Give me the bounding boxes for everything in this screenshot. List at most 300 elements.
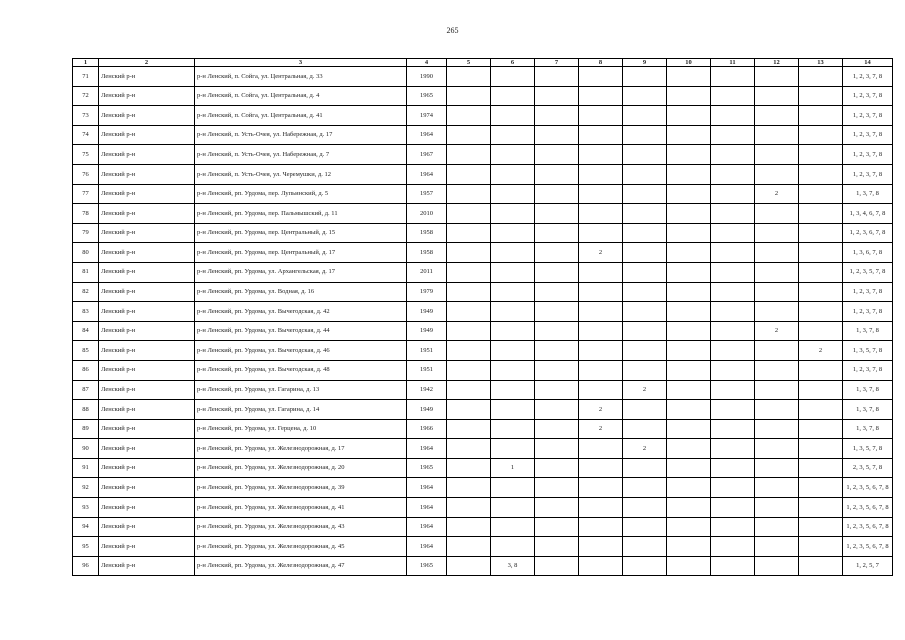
table-cell	[579, 164, 623, 184]
table-cell	[623, 400, 667, 420]
table-cell: 2	[579, 243, 623, 263]
table-cell	[579, 341, 623, 361]
table-cell	[579, 145, 623, 165]
table-cell	[667, 458, 711, 478]
table-cell: 1, 3, 7, 8	[843, 184, 893, 204]
table-cell: 1, 2, 3, 7, 8	[843, 145, 893, 165]
table-cell: р-н Ленский, рп. Урдома, ул. Архангельская, д. 17	[195, 262, 407, 282]
row-number-cell: 74	[73, 125, 99, 145]
table-cell	[491, 282, 535, 302]
table-cell	[579, 517, 623, 537]
table-row	[73, 380, 893, 400]
table-cell	[667, 400, 711, 420]
table-cell	[491, 321, 535, 341]
table-cell: р-н Ленский, рп. Урдома, ул. Гагарина, д. 14	[195, 400, 407, 420]
table-cell: 2	[579, 400, 623, 420]
table-cell	[447, 67, 491, 87]
table-cell: Ленский р-н	[99, 67, 195, 87]
table-cell	[447, 243, 491, 263]
table-cell	[667, 360, 711, 380]
table-cell	[711, 458, 755, 478]
table-cell	[491, 400, 535, 420]
table-cell	[535, 145, 579, 165]
table-cell	[535, 125, 579, 145]
table-cell	[579, 360, 623, 380]
table-cell	[447, 419, 491, 439]
table-cell	[799, 262, 843, 282]
table-cell	[535, 262, 579, 282]
row-number-cell: 71	[73, 67, 99, 87]
column-header: 5	[447, 59, 491, 67]
table-cell: Ленский р-н	[99, 360, 195, 380]
table-row	[73, 125, 893, 145]
row-number-cell: 83	[73, 302, 99, 322]
register-table	[72, 58, 893, 576]
table-cell	[755, 341, 799, 361]
table-cell	[447, 125, 491, 145]
table-cell: 2	[799, 341, 843, 361]
table-cell	[711, 537, 755, 557]
column-header: 9	[623, 59, 667, 67]
table-cell	[535, 243, 579, 263]
table-cell: Ленский р-н	[99, 517, 195, 537]
column-header: 11	[711, 59, 755, 67]
table-cell	[799, 321, 843, 341]
table-cell: Ленский р-н	[99, 106, 195, 126]
table-cell: 1964	[407, 478, 447, 498]
table-cell	[447, 86, 491, 106]
table-cell	[491, 67, 535, 87]
table-cell	[535, 380, 579, 400]
table-cell	[711, 341, 755, 361]
table-cell	[711, 321, 755, 341]
table-cell	[491, 341, 535, 361]
table-cell: 1, 2, 3, 7, 8	[843, 86, 893, 106]
column-header: 4	[407, 59, 447, 67]
table-cell: 1964	[407, 125, 447, 145]
table-cell: 1, 2, 3, 7, 8	[843, 360, 893, 380]
table-row	[73, 282, 893, 302]
table-cell	[535, 419, 579, 439]
table-cell	[755, 439, 799, 459]
table-cell	[491, 86, 535, 106]
table-cell: 1951	[407, 341, 447, 361]
table-cell	[711, 86, 755, 106]
table-cell	[799, 380, 843, 400]
table-row	[73, 302, 893, 322]
table-cell: Ленский р-н	[99, 243, 195, 263]
table-cell: 1, 2, 3, 7, 8	[843, 282, 893, 302]
table-cell	[799, 164, 843, 184]
table-cell: Ленский р-н	[99, 380, 195, 400]
table-cell	[799, 537, 843, 557]
table-cell	[755, 106, 799, 126]
table-cell	[711, 125, 755, 145]
table-cell	[711, 400, 755, 420]
table-cell	[447, 282, 491, 302]
table-cell: р-н Ленский, п. Сойга, ул. Центральная, д. 4	[195, 86, 407, 106]
table-row	[73, 400, 893, 420]
table-cell	[579, 439, 623, 459]
table-cell	[755, 243, 799, 263]
table-row	[73, 517, 893, 537]
table-cell	[579, 556, 623, 576]
table-cell: 1, 3, 7, 8	[843, 321, 893, 341]
table-cell: Ленский р-н	[99, 537, 195, 557]
column-header: 13	[799, 59, 843, 67]
table-cell	[623, 204, 667, 224]
table-cell	[799, 400, 843, 420]
table-cell: 1949	[407, 302, 447, 322]
row-number-cell: 85	[73, 341, 99, 361]
table-row	[73, 458, 893, 478]
table-cell: р-н Ленский, рп. Урдома, ул. Железнодорожная, д. 20	[195, 458, 407, 478]
table-cell	[535, 556, 579, 576]
table-cell	[623, 223, 667, 243]
table-cell	[491, 380, 535, 400]
table-cell	[667, 106, 711, 126]
table-cell: 2	[623, 439, 667, 459]
table-cell: 2	[755, 184, 799, 204]
table-cell	[447, 517, 491, 537]
table-cell: 1, 2, 3, 7, 8	[843, 164, 893, 184]
table-cell	[711, 164, 755, 184]
table-cell	[447, 537, 491, 557]
table-row	[73, 243, 893, 263]
table-cell	[667, 223, 711, 243]
table-cell: 1974	[407, 106, 447, 126]
table-cell	[799, 106, 843, 126]
table-cell: 1958	[407, 243, 447, 263]
table-cell: 1964	[407, 537, 447, 557]
table-cell	[579, 86, 623, 106]
table-row	[73, 419, 893, 439]
table-cell: Ленский р-н	[99, 439, 195, 459]
table-cell: 2, 3, 5, 7, 8	[843, 458, 893, 478]
column-header: 6	[491, 59, 535, 67]
table-cell	[579, 223, 623, 243]
table-cell	[623, 262, 667, 282]
table-cell	[755, 204, 799, 224]
table-cell: 1, 2, 3, 5, 7, 8	[843, 262, 893, 282]
table-cell	[447, 164, 491, 184]
table-row	[73, 360, 893, 380]
table-cell	[623, 125, 667, 145]
table-cell: Ленский р-н	[99, 302, 195, 322]
table-cell: р-н Ленский, рп. Урдома, ул. Герцена, д. 10	[195, 419, 407, 439]
table-cell	[491, 419, 535, 439]
table-cell: 1964	[407, 164, 447, 184]
table-cell: Ленский р-н	[99, 262, 195, 282]
table-cell	[447, 556, 491, 576]
table-cell	[535, 204, 579, 224]
row-number-cell: 79	[73, 223, 99, 243]
table-cell: р-н Ленский, рп. Урдома, ул. Железнодорожная, д. 39	[195, 478, 407, 498]
table-cell	[711, 360, 755, 380]
row-number-cell: 93	[73, 498, 99, 518]
table-cell	[667, 164, 711, 184]
row-number-cell: 87	[73, 380, 99, 400]
table-cell: р-н Ленский, рп. Урдома, ул. Железнодорожная, д. 41	[195, 498, 407, 518]
table-cell	[711, 67, 755, 87]
table-cell	[755, 458, 799, 478]
table-cell	[667, 498, 711, 518]
row-number-cell: 92	[73, 478, 99, 498]
table-cell	[447, 321, 491, 341]
table-cell: р-н Ленский, рп. Урдома, пер. Центральный, д. 15	[195, 223, 407, 243]
table-cell: Ленский р-н	[99, 556, 195, 576]
table-cell: 1, 2, 3, 5, 6, 7, 8	[843, 498, 893, 518]
table-cell	[447, 439, 491, 459]
table-cell	[579, 537, 623, 557]
table-cell	[755, 67, 799, 87]
table-cell	[579, 184, 623, 204]
table-cell: Ленский р-н	[99, 419, 195, 439]
table-cell: р-н Ленский, рп. Урдома, пер. Лупьинский, д. 5	[195, 184, 407, 204]
table-cell: 1949	[407, 321, 447, 341]
column-header: 10	[667, 59, 711, 67]
table-cell	[491, 439, 535, 459]
table-cell: 2	[579, 419, 623, 439]
table-cell	[799, 478, 843, 498]
table-cell	[799, 302, 843, 322]
table-cell	[799, 556, 843, 576]
table-cell: 1964	[407, 439, 447, 459]
table-cell	[667, 145, 711, 165]
table-cell: р-н Ленский, рп. Урдома, ул. Вычегодская, д. 44	[195, 321, 407, 341]
column-header: 7	[535, 59, 579, 67]
table-cell	[667, 419, 711, 439]
table-cell	[755, 517, 799, 537]
table-cell	[667, 262, 711, 282]
table-cell: 1949	[407, 400, 447, 420]
table-cell: 1964	[407, 498, 447, 518]
table-cell	[447, 360, 491, 380]
table-cell	[667, 204, 711, 224]
table-cell	[755, 478, 799, 498]
table-cell	[623, 282, 667, 302]
table-cell	[623, 145, 667, 165]
table-cell	[711, 517, 755, 537]
table-cell: р-н Ленский, п. Усть-Очея, ул. Набережная, д. 7	[195, 145, 407, 165]
table-cell	[623, 419, 667, 439]
table-cell	[711, 184, 755, 204]
table-cell	[447, 223, 491, 243]
table-cell: 1965	[407, 86, 447, 106]
table-cell	[623, 537, 667, 557]
table-cell	[535, 184, 579, 204]
table-cell: р-н Ленский, рп. Урдома, ул. Железнодорожная, д. 17	[195, 439, 407, 459]
row-number-cell: 94	[73, 517, 99, 537]
table-cell: 1, 2, 3, 6, 7, 8	[843, 223, 893, 243]
table-cell	[579, 282, 623, 302]
table-cell	[535, 439, 579, 459]
table-cell	[535, 360, 579, 380]
table-cell: 2	[755, 321, 799, 341]
table-cell: Ленский р-н	[99, 86, 195, 106]
table-cell	[491, 184, 535, 204]
table-cell	[623, 341, 667, 361]
table-cell: 1957	[407, 184, 447, 204]
table-cell: 1, 2, 5, 7	[843, 556, 893, 576]
table-cell	[623, 86, 667, 106]
table-cell: Ленский р-н	[99, 223, 195, 243]
table-cell	[491, 498, 535, 518]
column-header: 1	[73, 59, 99, 67]
table-cell	[755, 380, 799, 400]
table-cell: 1	[491, 458, 535, 478]
table-cell: 1, 3, 7, 8	[843, 419, 893, 439]
table-cell	[799, 498, 843, 518]
table-row	[73, 204, 893, 224]
column-header: 8	[579, 59, 623, 67]
row-number-cell: 75	[73, 145, 99, 165]
table-cell	[579, 204, 623, 224]
table-cell	[491, 478, 535, 498]
table-row	[73, 164, 893, 184]
table-cell: Ленский р-н	[99, 164, 195, 184]
table-cell	[447, 341, 491, 361]
table-cell: Ленский р-н	[99, 498, 195, 518]
table-cell: 1990	[407, 67, 447, 87]
table-cell	[667, 243, 711, 263]
table-cell: 1942	[407, 380, 447, 400]
table-cell: 1, 3, 7, 8	[843, 400, 893, 420]
table-cell	[755, 419, 799, 439]
table-cell	[447, 204, 491, 224]
table-cell	[623, 517, 667, 537]
table-cell	[755, 400, 799, 420]
table-cell	[491, 125, 535, 145]
column-header: 14	[843, 59, 893, 67]
table-cell	[755, 282, 799, 302]
row-number-cell: 89	[73, 419, 99, 439]
table-row	[73, 145, 893, 165]
row-number-cell: 88	[73, 400, 99, 420]
table-cell	[799, 439, 843, 459]
table-cell	[799, 458, 843, 478]
table-cell	[579, 498, 623, 518]
table-cell: р-н Ленский, рп. Урдома, ул. Железнодорожная, д. 45	[195, 537, 407, 557]
table-cell: р-н Ленский, рп. Урдома, пер. Пальмышский, д. 11	[195, 204, 407, 224]
table-cell	[491, 164, 535, 184]
table-cell	[579, 106, 623, 126]
table-cell: Ленский р-н	[99, 204, 195, 224]
table-cell	[447, 400, 491, 420]
table-row	[73, 556, 893, 576]
table-cell	[799, 125, 843, 145]
table-cell	[711, 106, 755, 126]
table-cell: Ленский р-н	[99, 321, 195, 341]
table-cell: Ленский р-н	[99, 184, 195, 204]
table-cell	[711, 223, 755, 243]
table-row	[73, 439, 893, 459]
table-cell	[755, 302, 799, 322]
table-cell	[667, 439, 711, 459]
table-cell	[755, 86, 799, 106]
table-cell	[491, 204, 535, 224]
table-cell	[755, 498, 799, 518]
row-number-cell: 90	[73, 439, 99, 459]
table-cell	[623, 360, 667, 380]
table-cell	[623, 478, 667, 498]
table-cell: р-н Ленский, рп. Урдома, пер. Центральный, д. 17	[195, 243, 407, 263]
table-cell	[535, 478, 579, 498]
table-cell	[535, 164, 579, 184]
table-cell	[711, 302, 755, 322]
table-cell: 1964	[407, 517, 447, 537]
table-cell	[491, 517, 535, 537]
table-cell	[535, 498, 579, 518]
table-row	[73, 67, 893, 87]
table-cell	[447, 145, 491, 165]
table-cell	[755, 164, 799, 184]
table-cell	[491, 145, 535, 165]
table-cell: Ленский р-н	[99, 282, 195, 302]
row-number-cell: 96	[73, 556, 99, 576]
table-cell: р-н Ленский, рп. Урдома, ул. Гагарина, д. 13	[195, 380, 407, 400]
table-cell	[623, 321, 667, 341]
table-cell	[491, 360, 535, 380]
row-number-cell: 78	[73, 204, 99, 224]
table-cell: 1, 2, 3, 7, 8	[843, 67, 893, 87]
table-row	[73, 321, 893, 341]
table-cell	[579, 67, 623, 87]
row-number-cell: 72	[73, 86, 99, 106]
table-cell	[579, 478, 623, 498]
table-row	[73, 223, 893, 243]
table-cell: Ленский р-н	[99, 400, 195, 420]
table-cell	[799, 243, 843, 263]
table-cell	[711, 439, 755, 459]
table-cell	[755, 360, 799, 380]
table-cell	[623, 458, 667, 478]
table-cell: 3, 8	[491, 556, 535, 576]
column-header: 2	[99, 59, 195, 67]
table-cell	[799, 517, 843, 537]
table-cell	[535, 302, 579, 322]
table-cell	[579, 262, 623, 282]
column-header: 12	[755, 59, 799, 67]
table-cell: р-н Ленский, рп. Урдома, ул. Вычегодская, д. 48	[195, 360, 407, 380]
table-cell	[667, 517, 711, 537]
table-cell	[667, 125, 711, 145]
table-cell	[799, 282, 843, 302]
table-cell	[623, 556, 667, 576]
table-cell	[667, 556, 711, 576]
table-cell	[623, 498, 667, 518]
table-cell	[535, 458, 579, 478]
table-cell	[799, 360, 843, 380]
table-cell: р-н Ленский, п. Усть-Очея, ул. Набережная, д. 17	[195, 125, 407, 145]
table-cell	[755, 125, 799, 145]
table-cell: р-н Ленский, п. Усть-Очея, ул. Черемушки, д. 12	[195, 164, 407, 184]
table-cell	[535, 321, 579, 341]
table-cell	[667, 302, 711, 322]
table-cell: 2010	[407, 204, 447, 224]
row-number-cell: 95	[73, 537, 99, 557]
table-cell	[447, 380, 491, 400]
table-cell	[447, 498, 491, 518]
table-cell	[711, 419, 755, 439]
table-cell: р-н Ленский, рп. Урдома, ул. Железнодорожная, д. 47	[195, 556, 407, 576]
table-cell	[623, 67, 667, 87]
table-cell	[623, 302, 667, 322]
table-cell	[447, 302, 491, 322]
row-number-cell: 77	[73, 184, 99, 204]
table-cell: Ленский р-н	[99, 478, 195, 498]
table-cell: Ленский р-н	[99, 145, 195, 165]
